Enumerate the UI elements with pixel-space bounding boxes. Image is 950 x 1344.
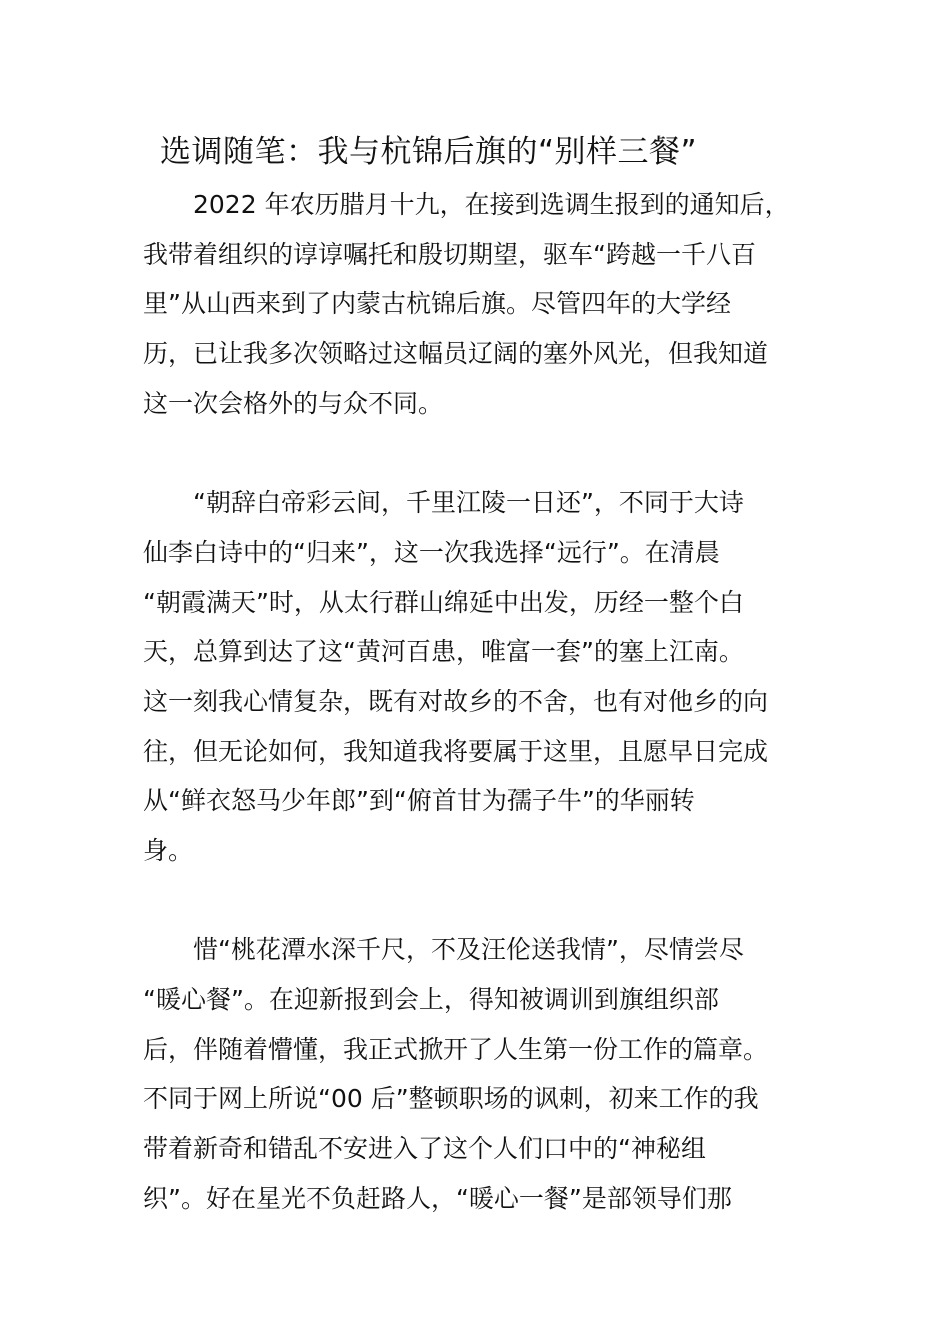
- paragraph-line: “朝霞满天”时，从太行群山绵延中出发，历经一整个白: [143, 587, 744, 617]
- document-title: 选调随笔：我与杭锦后旗的“别样三餐”: [160, 134, 698, 170]
- paragraph-line: 织”。好在星光不负赶路人，“暖心一餐”是部领导们那: [143, 1183, 732, 1213]
- paragraph-1: [143, 180, 808, 428]
- paragraph-line: 历，已让我多次领略过这幅员辽阔的塞外风光，但我知道: [143, 339, 769, 369]
- paragraph-line: 后，伴随着懵懂，我正式掀开了人生第一份工作的篇章。: [143, 1034, 769, 1064]
- paragraph-line: 2022 年农历腊月十九，在接到选调生报到的通知后，: [143, 190, 790, 219]
- paragraph-2: [143, 478, 808, 876]
- paragraph-line: 不同于网上所说“00 后”整顿职场的讽刺，初来工作的我: [143, 1084, 759, 1114]
- paragraph-spacer: [143, 876, 808, 926]
- paragraph-line: 带着新奇和错乱不安进入了这个人们口中的“神秘组: [143, 1134, 706, 1164]
- paragraph-line: 这一次会格外的与众不同。: [143, 388, 444, 418]
- paragraph-line: 身。: [143, 835, 194, 865]
- paragraph-spacer: [143, 428, 808, 478]
- paragraph-line: 仙李白诗中的“归来”，这一次我选择“远行”。在清晨: [143, 537, 720, 567]
- paragraph-3: [143, 925, 808, 1223]
- paragraph-line: 惜“桃花潭水深千尺，不及汪伦送我情”，尽情尝尽: [143, 935, 744, 965]
- paragraph-line: 从“鲜衣怒马少年郎”到“俯首甘为孺子牛”的华丽转: [143, 786, 695, 816]
- paragraph-line: 往，但无论如何，我知道我将要属于这里，且愿早日完成: [143, 736, 769, 766]
- paragraph-line: 这一刻我心情复杂，既有对故乡的不舍，也有对他乡的向: [143, 686, 769, 716]
- paragraph-line: “朝辞白帝彩云间，千里江陵一日还”，不同于大诗: [143, 488, 744, 518]
- paragraph-line: 我带着组织的谆谆嘱托和殷切期望，驱车“跨越一千八百: [143, 239, 756, 269]
- paragraph-line: “暖心餐”。在迎新报到会上，得知被调训到旗组织部: [143, 985, 719, 1014]
- document-body: [143, 180, 808, 1223]
- paragraph-line: 里”从山西来到了内蒙古杭锦后旗。尽管四年的大学经: [143, 289, 731, 319]
- paragraph-line: 天，总算到达了这“黄河百患，唯富一套”的塞上江南。: [143, 637, 744, 667]
